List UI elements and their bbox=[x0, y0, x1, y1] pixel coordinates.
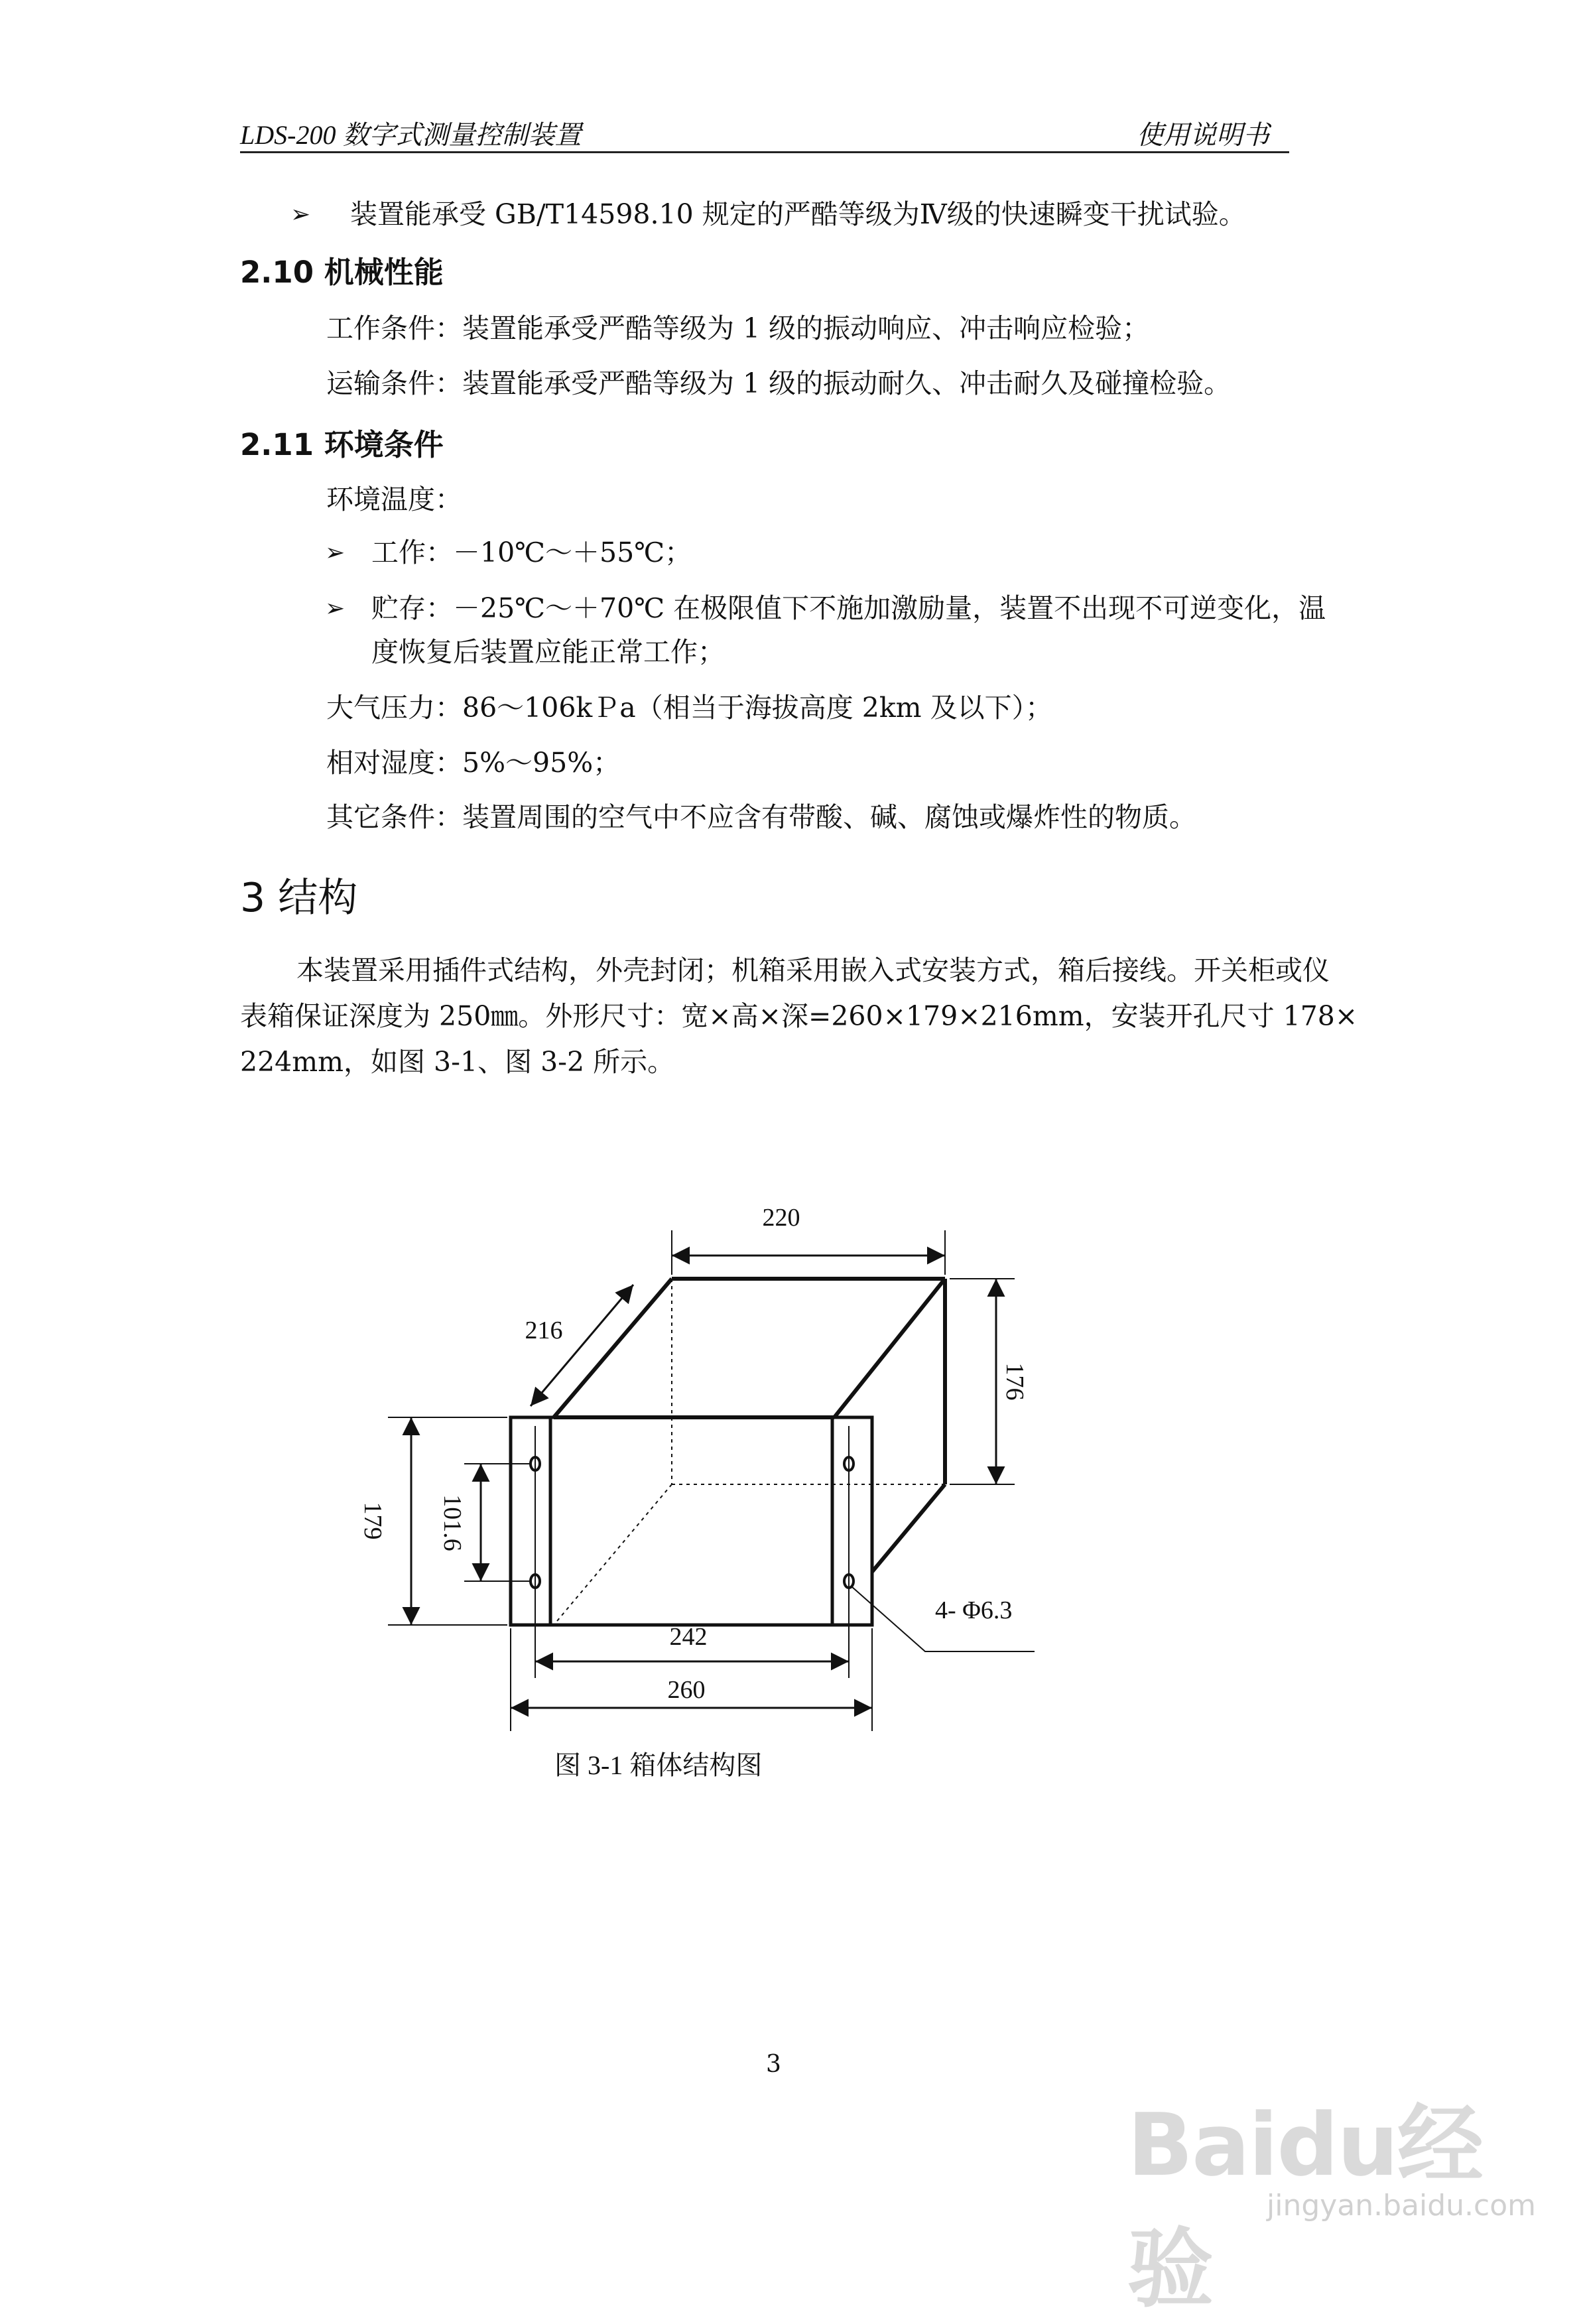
dim-line-216 bbox=[531, 1285, 633, 1406]
intro-bullet-text: 装置能承受 GB/T14598.10 规定的严酷等级为Ⅳ级的快速瞬变干扰试验。 bbox=[350, 198, 1246, 230]
watermark-logo: Baidu经验 bbox=[1127, 2095, 1482, 2319]
dim-101-6-label: 101.6 bbox=[438, 1494, 466, 1551]
other-conditions: 其它条件：装置周围的空气中不应含有带酸、碱、腐蚀或爆炸性的物质。 bbox=[326, 801, 1196, 833]
section-3-para-line-3: 224mm，如图 3-1、图 3-2 所示。 bbox=[240, 1046, 675, 1078]
box-depth-top-left-edge bbox=[554, 1279, 672, 1417]
section-3-para-line-1: 本装置采用插件式结构，外壳封闭；机箱采用嵌入式安装方式，箱后接线。开关柜或仪 bbox=[296, 954, 1330, 986]
section-2-10-heading: 2.10 机械性能 bbox=[240, 255, 444, 290]
header-doc-type: 使用说明书 bbox=[1137, 120, 1269, 150]
hole-spec-label: 4- Φ6.3 bbox=[935, 1596, 1013, 1624]
section-2-11-heading: 2.11 环境条件 bbox=[240, 427, 444, 462]
bullet-marker: ➢ bbox=[325, 595, 346, 622]
dim-179-label: 179 bbox=[359, 1502, 387, 1540]
baidu-watermark bbox=[1127, 2076, 1552, 2319]
temperature-label: 环境温度： bbox=[326, 484, 462, 515]
box-hidden-depth-edge bbox=[554, 1484, 672, 1625]
section-2-10-line-2: 运输条件：装置能承受严酷等级为 1 级的振动耐久、冲击耐久及碰撞检验。 bbox=[326, 367, 1232, 399]
page-number: 3 bbox=[766, 2051, 781, 2078]
relative-humidity: 相对湿度：5%～95%； bbox=[326, 747, 621, 779]
bullet-marker: ➢ bbox=[290, 201, 311, 228]
dim-260-label: 260 bbox=[667, 1676, 706, 1704]
watermark-url: jingyan.baidu.com bbox=[1267, 2189, 1537, 2223]
header-title: LDS-200 数字式测量控制装置 bbox=[240, 120, 582, 150]
section-3-heading: 3 结构 bbox=[240, 875, 358, 921]
box-depth-top-right-edge bbox=[834, 1279, 945, 1417]
bullet-marker: ➢ bbox=[325, 539, 346, 566]
dim-216-label: 216 bbox=[525, 1317, 563, 1344]
box-depth-bottom-right-edge bbox=[872, 1484, 945, 1572]
temperature-storage-2: 度恢复后装置应能正常工作； bbox=[371, 636, 725, 668]
section-2-10-line-1: 工作条件：装置能承受严酷等级为 1 级的振动响应、冲击响应检验； bbox=[326, 312, 1150, 344]
dim-242-label: 242 bbox=[669, 1623, 708, 1651]
dim-220-label: 220 bbox=[762, 1204, 800, 1232]
temperature-storage-1: 贮存：－25℃～＋70℃ 在极限值下不施加激励量，装置不出现不可逆变化，温 bbox=[371, 592, 1326, 624]
front-panel-outline bbox=[511, 1417, 872, 1625]
section-3-para-line-2: 表箱保证深度为 250㎜。外形尺寸：宽×高×深=260×179×216mm，安装开孔尺寸 178× bbox=[240, 1000, 1358, 1032]
dim-176-label: 176 bbox=[1001, 1362, 1029, 1401]
temperature-work: 工作：－10℃～＋55℃； bbox=[371, 537, 692, 568]
figure-caption: 图 3-1 箱体结构图 bbox=[554, 1750, 763, 1780]
air-pressure: 大气压力：86～106kＰa（相当于海拔高度 2km 及以下）； bbox=[326, 692, 1053, 724]
